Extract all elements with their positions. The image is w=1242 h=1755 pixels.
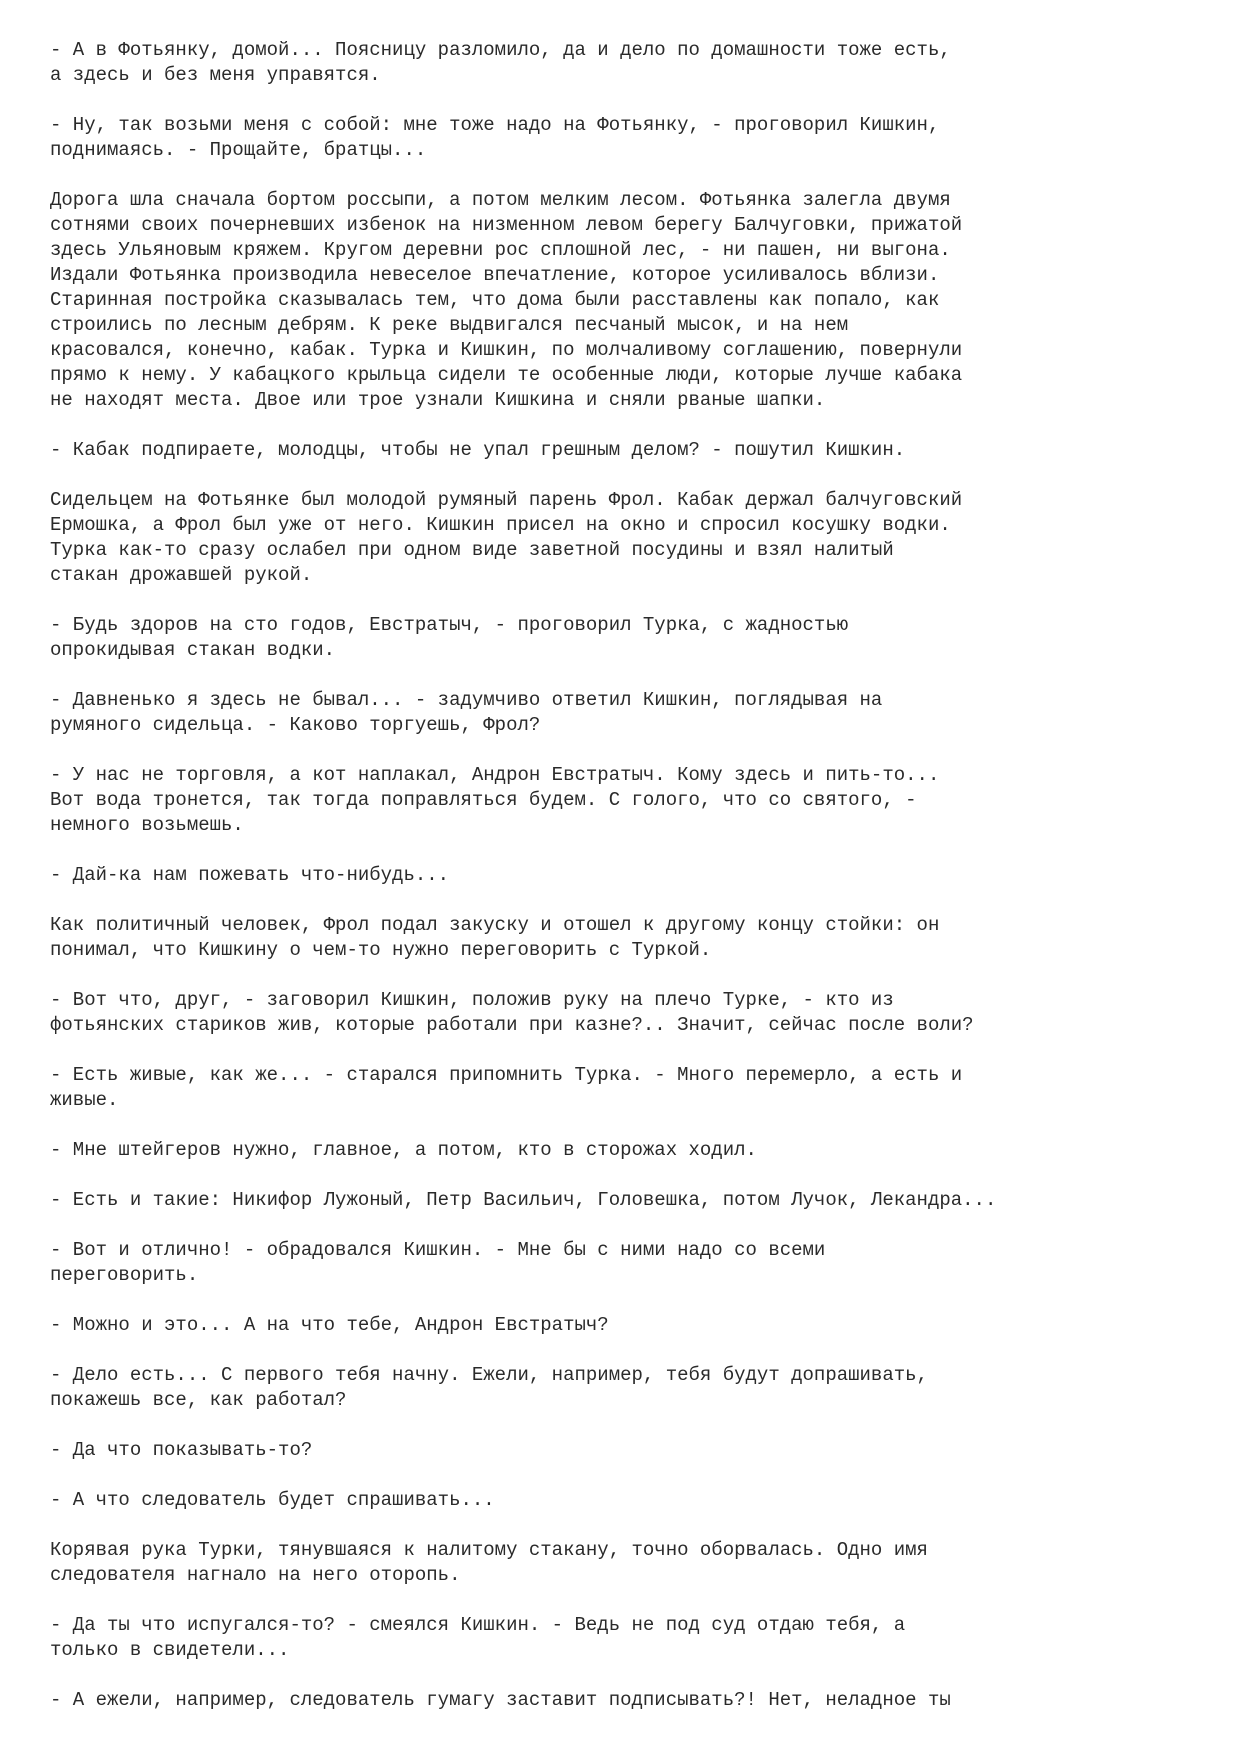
text-line: сотнями своих почерневших избенок на низменном левом берегу Балчуговки, прижатой (50, 214, 963, 236)
paragraph (50, 1138, 1210, 1163)
text-line: - А ежели, например, следователь гумагу заставит подписывать?! Нет, неладное ты (50, 1689, 951, 1711)
paragraph (50, 1238, 1210, 1288)
text-line: поднимаясь. - Прощайте, братцы... (50, 139, 427, 161)
text-line: - У нас не торговля, а кот наплакал, Андрон Евстратыч. Кому здесь и пить-то... (50, 764, 940, 786)
text-line: не находят места. Двое или трое узнали Кишкина и сняли рваные шапки. (50, 389, 826, 411)
text-line: фотьянских стариков жив, которые работали при казне?.. Значит, сейчас после воли? (50, 1014, 974, 1036)
text-line: - Мне штейгеров нужно, главное, а потом, кто в сторожах ходил. (50, 1139, 757, 1161)
text-line: покажешь все, как работал? (50, 1389, 347, 1411)
text-line: Ермошка, а Фрол был уже от него. Кишкин присел на окно и спросил косушку водки. (50, 514, 951, 536)
paragraph (50, 763, 1210, 838)
paragraph (50, 1188, 1210, 1213)
text-line: стакан дрожавшей рукой. (50, 564, 313, 586)
text-line: - Да ты что испугался-то? - смеялся Кишкин. - Ведь не под суд отдаю тебя, а (50, 1614, 906, 1636)
text-line: - Ну, так возьми меня с собой: мне тоже надо на Фотьянку, - проговорил Кишкин, (50, 114, 940, 136)
text-line: - Да что показывать-то? (50, 1439, 313, 1461)
paragraph (50, 1363, 1210, 1413)
text-line: Вот вода тронется, так тогда поправляться будем. С голого, что со святого, - (50, 789, 917, 811)
text-line: а здесь и без меня управятся. (50, 64, 381, 86)
text-line: Турка как-то сразу ослабел при одном виде заветной посудины и взял налитый (50, 539, 894, 561)
text-line: - Вот что, друг, - заговорил Кишкин, положив руку на плечо Турке, - кто из (50, 989, 894, 1011)
text-line: - Дай-ка нам пожевать что-нибудь... (50, 864, 450, 886)
text-line: красовался, конечно, кабак. Турка и Кишкин, по молчаливому соглашению, повернули (50, 339, 963, 361)
text-line: только в свидетели... (50, 1639, 290, 1661)
text-line: строились по лесным дебрям. К реке выдвигался песчаный мысок, и на нем (50, 314, 849, 336)
text-line: - Вот и отлично! - обрадовался Кишкин. - Мне бы с ними надо со всеми (50, 1239, 826, 1261)
paragraph (50, 1313, 1210, 1338)
text-line: - Давненько я здесь не бывал... - задумчиво ответил Кишкин, поглядывая на (50, 689, 883, 711)
paragraph (50, 438, 1210, 463)
paragraph (50, 688, 1210, 738)
paragraph (50, 913, 1210, 963)
text-line: Издали Фотьянка производила невеселое впечатление, которое усиливалось вблизи. (50, 264, 940, 286)
text-line: - Дело есть... С первого тебя начну. Ежели, например, тебя будут допрашивать, (50, 1364, 928, 1386)
paragraph (50, 1613, 1210, 1663)
text-line: следователя нагнало на него оторопь. (50, 1564, 461, 1586)
paragraph (50, 863, 1210, 888)
text-line: опрокидывая стакан водки. (50, 639, 336, 661)
text-line: румяного сидельца. - Каково торгуешь, Фрол? (50, 714, 541, 736)
text-line: - А что следователь будет спрашивать... (50, 1489, 495, 1511)
paragraph (50, 1488, 1210, 1513)
text-line: прямо к нему. У кабацкого крыльца сидели те особенные люди, которые лучше кабака (50, 364, 963, 386)
paragraph (50, 188, 1210, 413)
paragraph (50, 113, 1210, 163)
document-page (50, 38, 1210, 1738)
text-line: Старинная постройка сказывалась тем, что дома были расставлены как попало, как (50, 289, 940, 311)
paragraph (50, 1688, 1210, 1713)
paragraph (50, 1438, 1210, 1463)
paragraph (50, 1063, 1210, 1113)
text-line: здесь Ульяновым кряжем. Кругом деревни рос сплошной лес, - ни пашен, ни выгона. (50, 239, 951, 261)
text-line: живые. (50, 1089, 119, 1111)
text-line: понимал, что Кишкину о чем-то нужно переговорить с Туркой. (50, 939, 712, 961)
paragraph (50, 613, 1210, 663)
paragraph (50, 1538, 1210, 1588)
paragraph (50, 988, 1210, 1038)
text-line: Дорога шла сначала бортом россыпи, а потом мелким лесом. Фотьянка залегла двумя (50, 189, 951, 211)
text-line: - А в Фотьянку, домой... Поясницу разломило, да и дело по домашности тоже есть, (50, 39, 951, 61)
text-line: Сидельцем на Фотьянке был молодой румяный парень Фрол. Кабак держал балчуговский (50, 489, 963, 511)
text-line: Корявая рука Турки, тянувшаяся к налитому стакану, точно оборвалась. Одно имя (50, 1539, 928, 1561)
text-line: - Можно и это... А на что тебе, Андрон Евстратыч? (50, 1314, 609, 1336)
paragraph (50, 38, 1210, 88)
text-line: - Кабак подпираете, молодцы, чтобы не упал грешным делом? - пошутил Кишкин. (50, 439, 906, 461)
text-line: немного возьмешь. (50, 814, 244, 836)
text-line: - Есть и такие: Никифор Лужоный, Петр Васильич, Головешка, потом Лучок, Лекандра... (50, 1189, 997, 1211)
text-line: - Есть живые, как же... - старался припомнить Турка. - Много перемерло, а есть и (50, 1064, 963, 1086)
text-line: Как политичный человек, Фрол подал закуску и отошел к другому концу стойки: он (50, 914, 940, 936)
paragraph (50, 488, 1210, 588)
text-line: - Будь здоров на сто годов, Евстратыч, - проговорил Турка, с жадностью (50, 614, 849, 636)
text-line: переговорить. (50, 1264, 199, 1286)
